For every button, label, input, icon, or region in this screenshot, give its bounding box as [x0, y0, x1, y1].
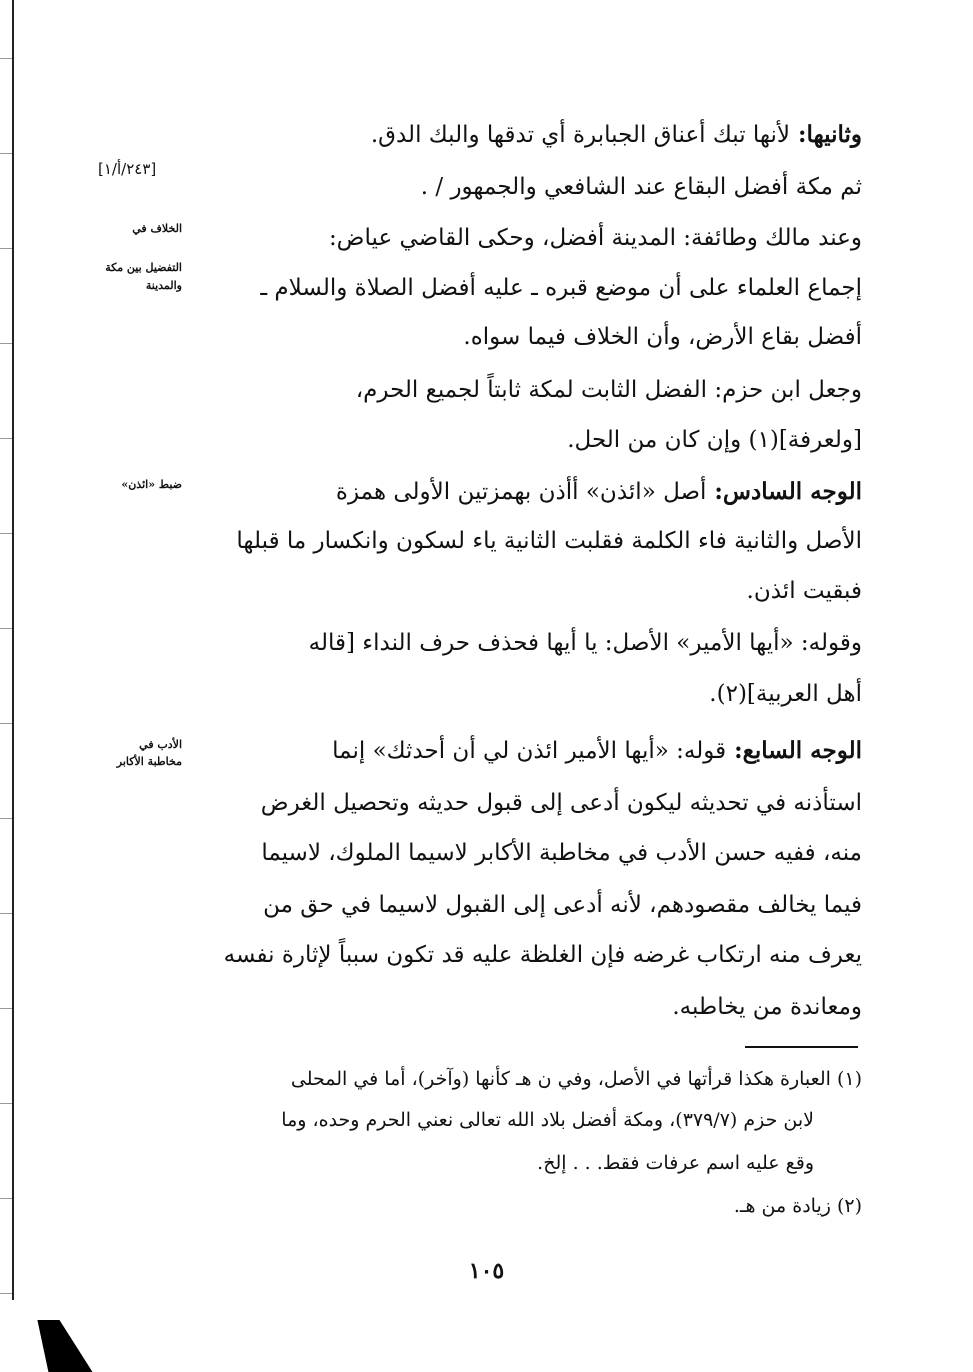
- text-line: ثم مكة أفضل البقاع عند الشافعي والجمهور / .: [420, 174, 862, 200]
- margin-note-line: ضبط «ائذن»: [121, 478, 182, 491]
- text-line: [ولعرفة](١) وإن كان من الحل.: [567, 427, 862, 453]
- margin-note-line: الأدب في: [139, 738, 182, 751]
- text-line: الوجه السادس: أصل «ائذن» أأذن بهمزتين الأولى همزة: [335, 478, 862, 505]
- text-line: فيما يخالف مقصودهم، لأنه أدعى إلى القبول لاسيما في حق من: [263, 892, 862, 918]
- text-line: وقوله: «أيها الأمير» الأصل: يا أيها فحذف حرف النداء [قاله: [308, 630, 862, 656]
- text-line: وجعل ابن حزم: الفضل الثابت لمكة ثابتاً لجميع الحرم،: [355, 377, 862, 403]
- text-line: وعند مالك وطائفة: المدينة أفضل، وحكى القاضي عياض:: [328, 225, 862, 251]
- folio-reference: [٢٤٣/أ/١]: [98, 160, 157, 178]
- footnote-line: لابن حزم (٣٧٩/٧)، ومكة أفضل بلاد الله تعالى نعني الحرم وحده، وما: [281, 1109, 814, 1131]
- scan-binding-edge: [0, 0, 14, 1300]
- margin-note-line: مخاطبة الأكابر: [116, 755, 182, 768]
- text-line: فبقيت ائذن.: [746, 578, 862, 604]
- text-line: إجماع العلماء على أن موضع قبره ـ عليه أفضل الصلاة والسلام ـ: [260, 275, 862, 301]
- text-line: وثانيها: لأنها تبك أعناق الجبابرة أي تدقها والبك الدق.: [370, 121, 862, 148]
- text-line: ومعاندة من يخاطبه.: [672, 994, 862, 1020]
- footnote-line: (٢) زيادة من هـ.: [733, 1195, 862, 1217]
- footnote-separator: [745, 1046, 858, 1048]
- text-line: أهل العربية](٢).: [709, 681, 862, 707]
- footnote-line: (١) العبارة هكذا قرأتها في الأصل، وفي ن هـ كأنها (وآخر)، أما في المحلى: [290, 1068, 862, 1090]
- text-line: الوجه السابع: قوله: «أيها الأمير ائذن لي أن أحدثك» إنما: [332, 737, 862, 764]
- scan-corner-mark: [37, 1320, 92, 1372]
- margin-note-idhan: [82, 478, 182, 491]
- footnote-line: وقع عليه اسم عرفات فقط. . . إلخ.: [537, 1152, 814, 1174]
- text-line: منه، ففيه حسن الأدب في مخاطبة الأكابر لاسيما الملوك، لاسيما: [261, 840, 862, 866]
- margin-note-line: والمدينة: [145, 279, 182, 292]
- margin-note-line: التفضيل بين مكة: [105, 261, 182, 274]
- text-line: أفضل بقاع الأرض، وأن الخلاف فيما سواه.: [463, 324, 862, 350]
- page-number: ١٠٥: [468, 1258, 505, 1284]
- text-line: الأصل والثانية فاء الكلمة فقلبت الثانية ياء لسكون وانكسار ما قبلها: [236, 528, 862, 554]
- text-line: استأذنه في تحديثه ليكون أدعى إلى قبول حديثه وتحصيل الغرض: [260, 790, 862, 816]
- text-line: يعرف منه ارتكاب غرضه فإن الغلظة عليه قد تكون سبباً لإثارة نفسه: [223, 942, 862, 968]
- margin-note-etiquette: [82, 738, 182, 768]
- margin-note-mecca-medina: [82, 222, 182, 292]
- margin-note-line: الخلاف في: [132, 222, 182, 235]
